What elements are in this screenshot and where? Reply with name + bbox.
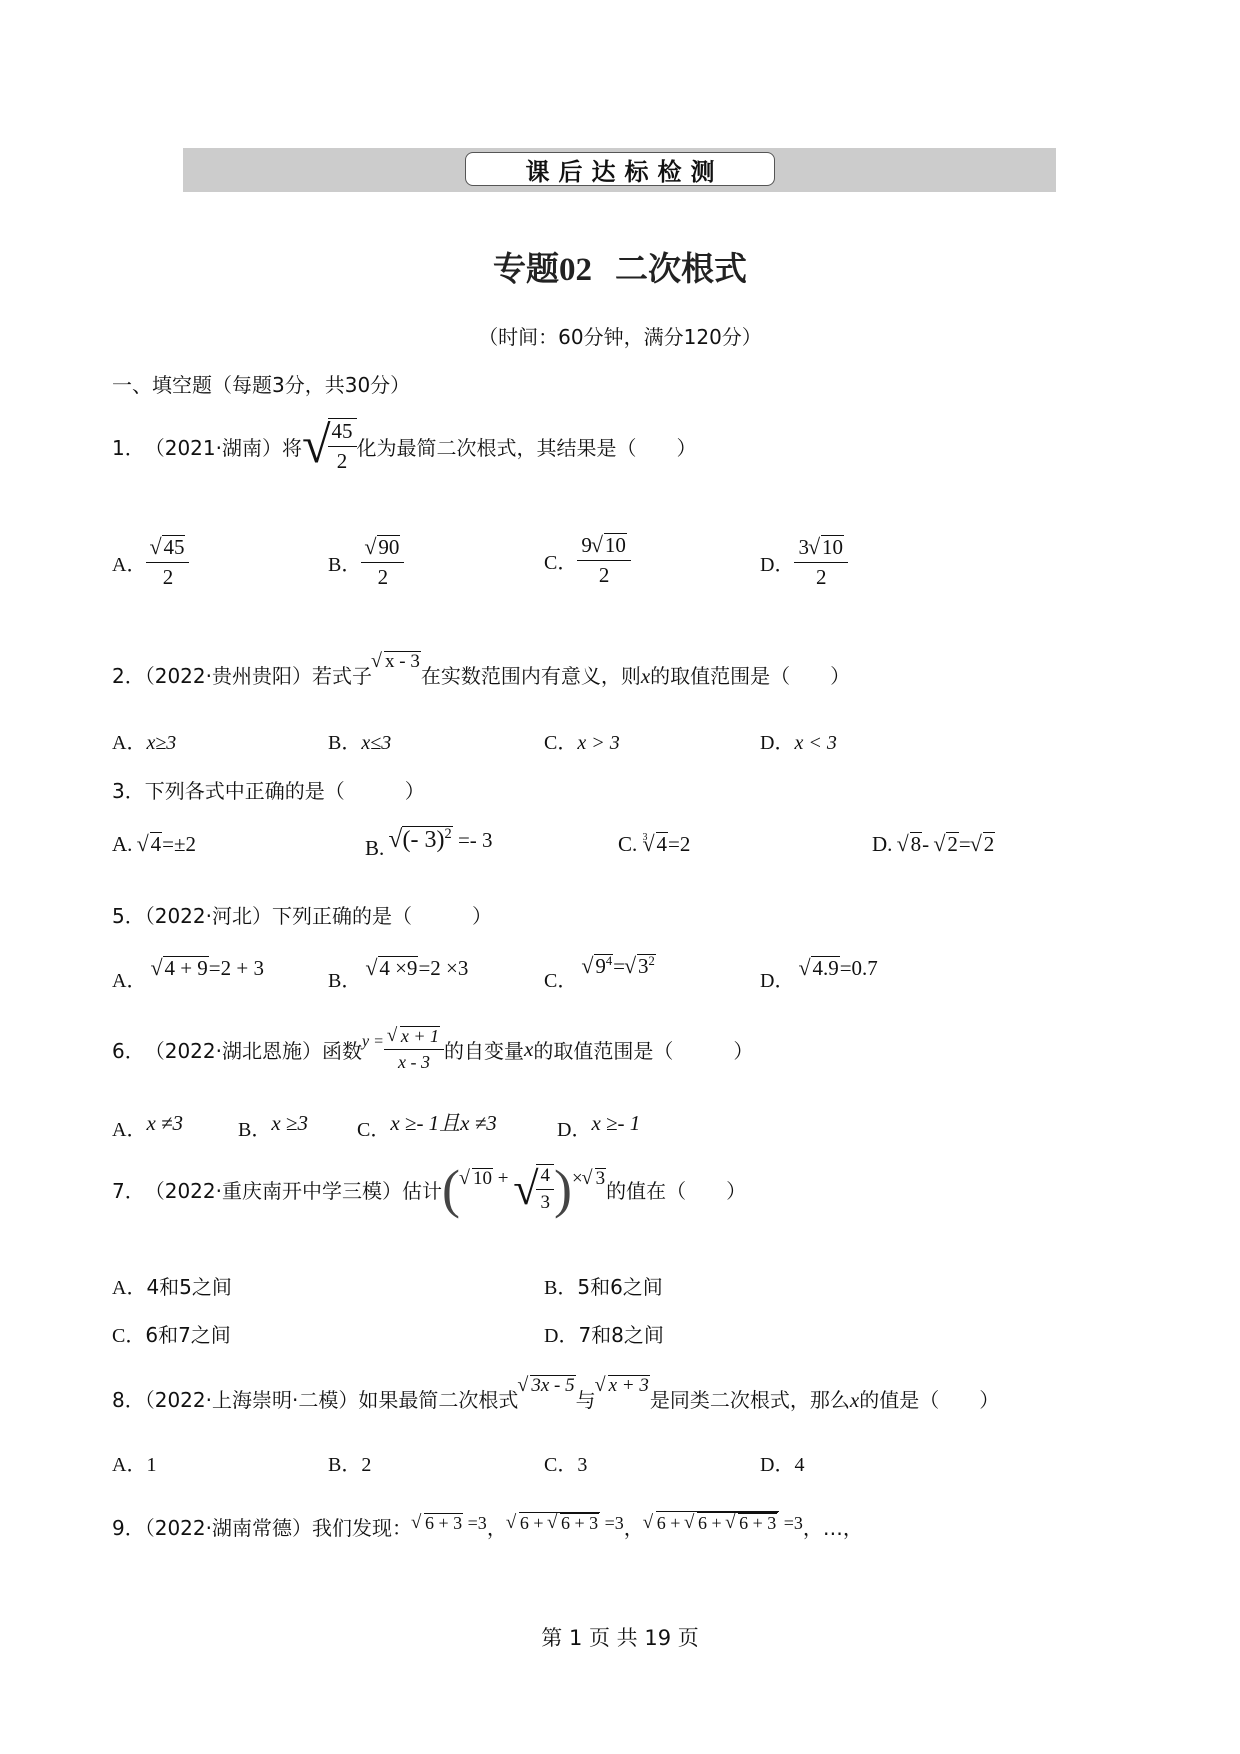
math-expression bbox=[372, 651, 421, 672]
question-3-option-a[interactable] bbox=[112, 832, 196, 857]
option-fraction bbox=[577, 533, 631, 588]
question-text: 与 bbox=[575, 1388, 596, 1412]
question-number: 6． bbox=[112, 1039, 145, 1063]
question-2-option-b[interactable] bbox=[328, 726, 391, 755]
question-3-option-c[interactable] bbox=[618, 832, 690, 857]
option-label: C． bbox=[357, 1119, 391, 1141]
page-footer: 第 1 页 共 19 页 bbox=[541, 1626, 699, 1650]
variable: x bbox=[640, 664, 651, 688]
coefficient: 3 bbox=[798, 535, 809, 559]
denominator: x - 3 bbox=[397, 1052, 430, 1072]
banner-label-box bbox=[465, 152, 775, 186]
option-text: 7和8之间 bbox=[578, 1323, 664, 1347]
question-number: 3． bbox=[112, 779, 145, 803]
option-label: C． bbox=[544, 1454, 578, 1476]
question-5-option-a[interactable] bbox=[112, 952, 264, 992]
root-index: 3 bbox=[642, 832, 648, 843]
question-7-option-a[interactable] bbox=[112, 1271, 232, 1300]
question-7 bbox=[112, 1159, 747, 1219]
title-number: 02 bbox=[559, 252, 592, 288]
option-label: B． bbox=[328, 1454, 362, 1476]
option-text: x≥3 bbox=[146, 732, 177, 754]
option-label: B． bbox=[328, 732, 362, 754]
radicand: 3x - 5 bbox=[531, 1375, 575, 1396]
option-label: A． bbox=[112, 732, 147, 754]
separator: ， bbox=[802, 1516, 823, 1540]
option-b[interactable] bbox=[328, 535, 404, 590]
radicand: x - 3 bbox=[385, 651, 420, 672]
option-label: C. bbox=[618, 832, 638, 856]
exponent: 2 bbox=[444, 826, 452, 842]
option-label: A． bbox=[112, 1454, 147, 1476]
option-label: A. bbox=[112, 832, 133, 856]
radicand: 10 bbox=[472, 1168, 492, 1189]
option-text: 4和5之间 bbox=[146, 1275, 232, 1299]
denominator: 2 bbox=[162, 565, 174, 589]
option-text: x ≥3 bbox=[271, 1111, 308, 1135]
function-variable: y = bbox=[362, 1032, 384, 1050]
question-text: 我们发现： bbox=[312, 1516, 412, 1540]
option-rhs: =2 bbox=[668, 832, 691, 856]
question-3-option-d[interactable] bbox=[872, 832, 995, 857]
question-5-option-d[interactable] bbox=[760, 952, 878, 992]
question-text: 若式子 bbox=[312, 664, 372, 688]
option-c[interactable] bbox=[544, 533, 631, 588]
question-number: 1． bbox=[112, 435, 145, 460]
option-rhs: =2 + 3 bbox=[208, 956, 264, 980]
operator: + bbox=[497, 1168, 509, 1189]
radicand: 6 + bbox=[519, 1513, 548, 1533]
option-label: A． bbox=[112, 970, 147, 992]
radicand: 4 bbox=[150, 832, 162, 856]
question-text: 在实数范围内有意义，则 bbox=[420, 664, 641, 688]
question-7-option-c[interactable] bbox=[112, 1319, 231, 1348]
radicand: 6 + bbox=[656, 1513, 685, 1533]
question-3 bbox=[112, 775, 425, 804]
option-label: B． bbox=[328, 970, 362, 992]
radicand: 4 bbox=[656, 832, 668, 856]
radicand: x + 1 bbox=[400, 1026, 440, 1046]
separator: ， bbox=[623, 1516, 644, 1540]
option-fraction bbox=[146, 535, 189, 590]
radicand: 6 + 3 bbox=[739, 1513, 777, 1533]
option-label: B. bbox=[365, 836, 385, 860]
equals-value: =3 bbox=[604, 1513, 624, 1533]
question-text: 化为最简二次根式，其结果是（ ） bbox=[356, 435, 697, 460]
question-source: （2021·湖南） bbox=[144, 435, 282, 460]
operator: - bbox=[922, 832, 935, 856]
math-expression: √ $\frac{45}{2}$ bbox=[302, 418, 357, 474]
question-2-option-d[interactable] bbox=[760, 726, 837, 755]
section-banner bbox=[183, 148, 1056, 192]
radicand: 10 bbox=[821, 535, 843, 559]
question-6-option-b[interactable] bbox=[238, 1107, 308, 1141]
equals-value: =3 bbox=[783, 1513, 803, 1533]
option-label: A． bbox=[112, 1277, 147, 1299]
question-5 bbox=[112, 900, 492, 929]
question-number: 9． bbox=[112, 1516, 145, 1540]
option-label: D． bbox=[760, 970, 795, 992]
title-topic: 二次根式 bbox=[614, 249, 747, 288]
option-label: D． bbox=[557, 1119, 592, 1141]
question-text: 的取值范围是（ ） bbox=[533, 1039, 754, 1063]
question-text: 的取值范围是（ ） bbox=[650, 664, 851, 688]
question-3-option-b[interactable] bbox=[365, 826, 493, 860]
math-expression bbox=[518, 1375, 575, 1396]
question-7-option-b[interactable] bbox=[544, 1271, 663, 1300]
question-8-option-d[interactable] bbox=[760, 1448, 804, 1477]
option-text: 2 bbox=[361, 1454, 372, 1476]
question-2 bbox=[112, 651, 851, 689]
question-9 bbox=[112, 1512, 863, 1541]
option-label: D． bbox=[544, 1325, 579, 1347]
option-text: x ≠3 bbox=[146, 1111, 184, 1135]
denominator: 2 bbox=[815, 565, 827, 589]
question-source: （2022·重庆南开中学三模） bbox=[144, 1178, 402, 1203]
question-text: 下列正确的是（ ） bbox=[272, 904, 492, 928]
radicand: 3 bbox=[637, 954, 649, 978]
question-number: 5． bbox=[112, 904, 145, 928]
radicand: x + 3 bbox=[608, 1375, 649, 1396]
radicand: 45 bbox=[163, 535, 185, 559]
title-prefix: 专题 bbox=[493, 249, 559, 288]
question-text: 的值在（ ） bbox=[606, 1178, 747, 1203]
question-2-option-c[interactable] bbox=[544, 726, 620, 755]
option-label: D. bbox=[872, 832, 893, 856]
option-label: C． bbox=[544, 970, 578, 992]
option-label: B． bbox=[544, 1277, 578, 1299]
option-text: 1 bbox=[146, 1454, 157, 1476]
math-expression-3 bbox=[644, 1513, 803, 1533]
option-label: B． bbox=[328, 554, 362, 576]
option-label: A． bbox=[112, 554, 147, 576]
option-label: C． bbox=[544, 552, 578, 574]
fraction-denominator: 3 bbox=[540, 1192, 550, 1213]
question-source: （2022·河北） bbox=[144, 904, 272, 928]
radicand: 10 bbox=[604, 533, 626, 557]
coefficient: 9 bbox=[581, 533, 592, 557]
radicand: 4 ×9 bbox=[379, 956, 418, 980]
question-number: 8． bbox=[112, 1388, 145, 1412]
option-text: x ≥- 1 bbox=[591, 1111, 641, 1135]
question-8-option-a[interactable] bbox=[112, 1448, 156, 1477]
operator: × bbox=[571, 1168, 583, 1189]
option-text: x ≥- 1且x ≠3 bbox=[390, 1111, 497, 1135]
question-text: 的值是（ ） bbox=[859, 1388, 1000, 1412]
radicand: 6 + 3 bbox=[560, 1513, 599, 1533]
question-source: （2022·贵州贵阳） bbox=[144, 664, 312, 688]
separator: ， bbox=[486, 1516, 507, 1540]
radicand: (- 3) bbox=[402, 827, 445, 853]
question-8-option-b[interactable] bbox=[328, 1448, 371, 1477]
variable: x bbox=[524, 1037, 534, 1061]
function-fraction bbox=[384, 1026, 444, 1073]
equals-value: =3 bbox=[467, 1513, 487, 1533]
exponent: 2 bbox=[648, 954, 655, 968]
option-label: A． bbox=[112, 1119, 147, 1141]
radicand: 90 bbox=[378, 535, 400, 559]
option-rhs: =0.7 bbox=[839, 956, 878, 980]
denominator: 2 bbox=[377, 565, 389, 589]
option-fraction bbox=[361, 535, 404, 590]
option-rhs: =- 3 bbox=[457, 828, 493, 852]
question-text: 的自变量 bbox=[444, 1039, 525, 1063]
question-text: 函数 bbox=[322, 1039, 362, 1063]
option-label: C． bbox=[544, 732, 578, 754]
question-source: （2022·湖北恩施） bbox=[144, 1039, 322, 1063]
radicand: 8 bbox=[910, 832, 922, 856]
question-6-option-c[interactable] bbox=[357, 1107, 497, 1141]
question-2-option-a[interactable] bbox=[112, 726, 176, 755]
option-label: D． bbox=[760, 732, 795, 754]
radicand: 6 + 3 bbox=[425, 1513, 463, 1533]
question-8 bbox=[112, 1375, 1000, 1413]
radicand: 4 + 9 bbox=[164, 956, 208, 980]
option-text: 3 bbox=[577, 1454, 588, 1476]
option-label: C． bbox=[112, 1325, 146, 1347]
question-8-option-c[interactable] bbox=[544, 1448, 587, 1477]
question-number: 2． bbox=[112, 664, 145, 688]
option-a[interactable] bbox=[112, 535, 189, 590]
question-6 bbox=[112, 1026, 753, 1073]
math-expression-2 bbox=[507, 1513, 624, 1533]
time-info: （时间：60分钟，满分120分） bbox=[478, 325, 762, 349]
question-text: 下列各式中正确的是（ ） bbox=[144, 779, 425, 803]
radicand: 3 bbox=[595, 1168, 606, 1189]
radicand: 6 + bbox=[697, 1513, 727, 1533]
option-text: x > 3 bbox=[577, 732, 620, 754]
operator: = bbox=[958, 832, 971, 856]
question-text: 估计 bbox=[402, 1178, 442, 1203]
radicand: 9 bbox=[595, 954, 606, 978]
question-text: 将 bbox=[282, 435, 302, 460]
variable: x bbox=[849, 1388, 860, 1412]
question-6-option-d[interactable] bbox=[557, 1107, 641, 1141]
fraction-numerator: 45 bbox=[328, 419, 357, 447]
option-rhs: =±2 bbox=[162, 832, 197, 856]
question-source: （2022·湖南常德） bbox=[144, 1516, 312, 1540]
question-text: 是同类二次根式，那么 bbox=[649, 1388, 850, 1412]
option-text: x < 3 bbox=[794, 732, 837, 754]
math-expression: ( √ 10 + √ $\frac{4}{3}$ ) × √ 3 bbox=[442, 1162, 606, 1216]
option-text: 5和6之间 bbox=[577, 1275, 663, 1299]
question-7-option-d[interactable] bbox=[544, 1319, 664, 1348]
question-5-option-b[interactable] bbox=[328, 952, 469, 992]
question-6-option-a[interactable] bbox=[112, 1107, 184, 1141]
option-text: 6和7之间 bbox=[145, 1323, 231, 1347]
option-text: 4 bbox=[794, 1454, 805, 1476]
question-text: 如果最简二次根式 bbox=[358, 1388, 519, 1412]
ellipsis: …， bbox=[822, 1516, 863, 1540]
question-5-option-c[interactable] bbox=[544, 950, 656, 992]
operator: = bbox=[613, 954, 625, 978]
denominator: 2 bbox=[598, 563, 610, 587]
section-heading: 一、填空题（每题3分，共30分） bbox=[112, 373, 411, 397]
math-expression-1 bbox=[412, 1513, 487, 1533]
option-text: x≤3 bbox=[361, 732, 392, 754]
page-title bbox=[0, 243, 1240, 290]
option-fraction bbox=[794, 535, 848, 590]
option-d[interactable] bbox=[760, 535, 848, 590]
banner-label: 课后达标检测 bbox=[525, 157, 724, 186]
fraction-numerator: 4 bbox=[536, 1165, 554, 1190]
question-1-options bbox=[112, 535, 1112, 605]
fraction-denominator: 2 bbox=[336, 449, 348, 473]
option-label: D． bbox=[760, 554, 795, 576]
option-rhs: =2 ×3 bbox=[418, 956, 469, 980]
math-expression bbox=[596, 1375, 650, 1396]
radicand: 4.9 bbox=[812, 956, 839, 980]
question-source: （2022·上海崇明·二模） bbox=[144, 1388, 359, 1412]
radicand: 2 bbox=[947, 832, 958, 856]
question-number: 7． bbox=[112, 1178, 145, 1203]
exponent: 4 bbox=[605, 954, 613, 968]
option-label: D． bbox=[760, 1454, 795, 1476]
radicand: 2 bbox=[983, 832, 995, 856]
option-label: B． bbox=[238, 1119, 272, 1141]
question-1 bbox=[112, 418, 697, 474]
